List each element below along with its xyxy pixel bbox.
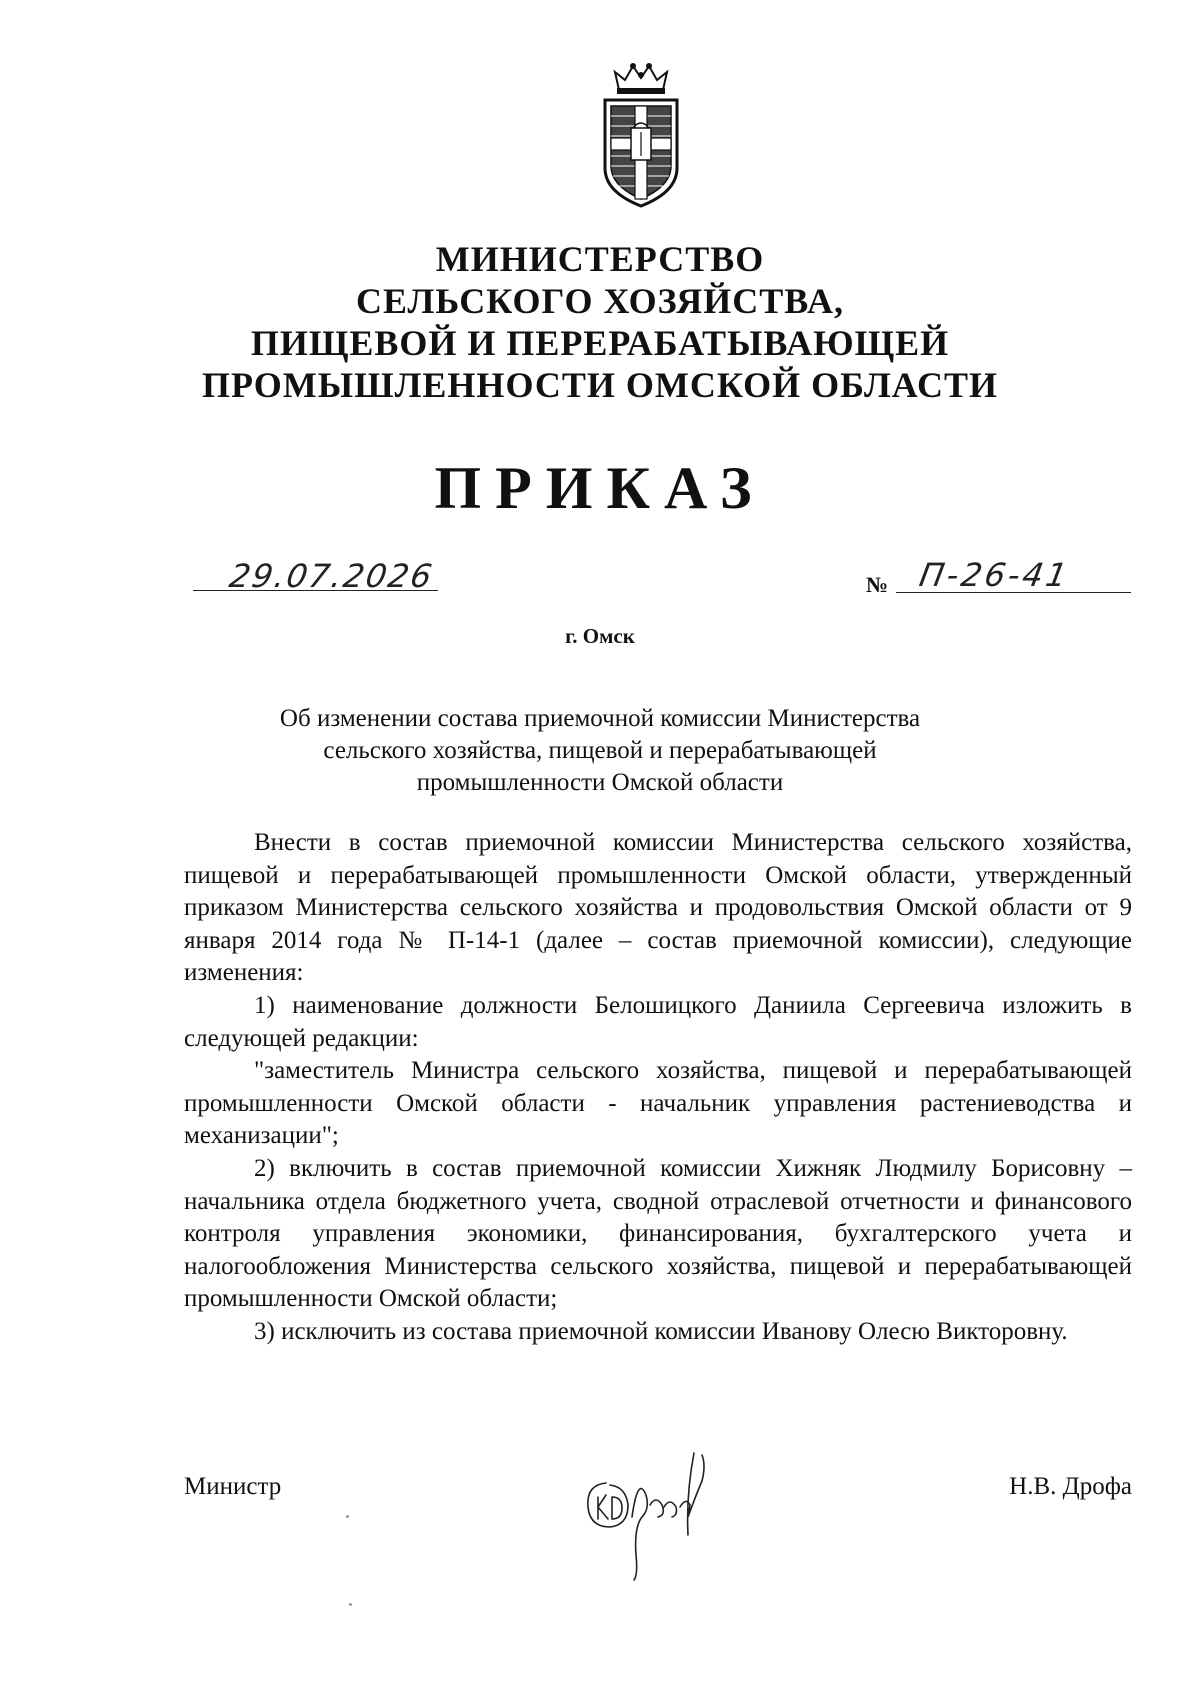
scan-mark [349,1603,352,1606]
body-paragraph-1: Внести в состав приемочной комиссии Министерства сельского хозяйства, пищевой и перерабатывающей промышленности Омской области, утвержденный приказом Министерства сельского хозяйства и продовольствия Омской области от 9 января 2014 года № П-14-1 (далее – состав приемочной комиссии), следующие изменения: [184,829,1132,987]
body-paragraph-4: 2) включить в состав приемочной комиссии Хижняк Людмилу Борисовну – начальника отдела бюджетного учета, сводной отраслевой отчетности и финансового контроля управления экономики, финансирования, бухгалтерского учета и налогообложения Министерства сельского хозяйства, пищевой и перерабатывающей промышленности Омской области; [184,1154,1132,1313]
ministry-header [150,238,1050,406]
order-date: 29.07.2026 [226,557,437,595]
number-label: № [866,572,889,597]
header-line-1: МИНИСТЕРСТВО [435,239,765,279]
subject-line-1: Об изменении состава приемочной комиссии Министерства [279,705,921,732]
subject-line-3: промышленности Омской области [416,769,784,796]
signatory-name: Н.В. Дрофа [1009,1473,1132,1500]
order-title: ПРИКАЗ [434,455,766,521]
body-paragraph-5: 3) исключить из состава приемочной комиссии Иванову Олесю Викторовну. [254,1317,1068,1345]
body-paragraph-2: 1) наименование должности Белошицкого Даниила Сергеевича изложить в следующей редакции: [184,991,1132,1052]
city: г. Омск [565,624,635,648]
signature-icon [576,1435,726,1585]
order-subject [230,703,970,799]
scan-mark [346,1515,349,1518]
subject-line-2: сельского хозяйства, пищевой и перерабатывающей [323,737,877,764]
signatory-position: Министр [184,1473,282,1500]
header-line-2: СЕЛЬСКОГО ХОЗЯЙСТВА, [355,281,845,321]
order-number: П-26-41 [916,556,1073,594]
order-body [184,827,1132,1349]
body-paragraph-3: "заместитель Министра сельского хозяйства, пищевой и перерабатывающей промышленности Омской области - начальник управления растениеводства и механизации"; [184,1057,1132,1150]
coat-of-arms-icon [595,60,687,208]
header-line-4: ПРОМЫШЛЕННОСТИ ОМСКОЙ ОБЛАСТИ [201,365,999,405]
header-line-3: ПИЩЕВОЙ И ПЕРЕРАБАТЫВАЮЩЕЙ [250,323,950,363]
